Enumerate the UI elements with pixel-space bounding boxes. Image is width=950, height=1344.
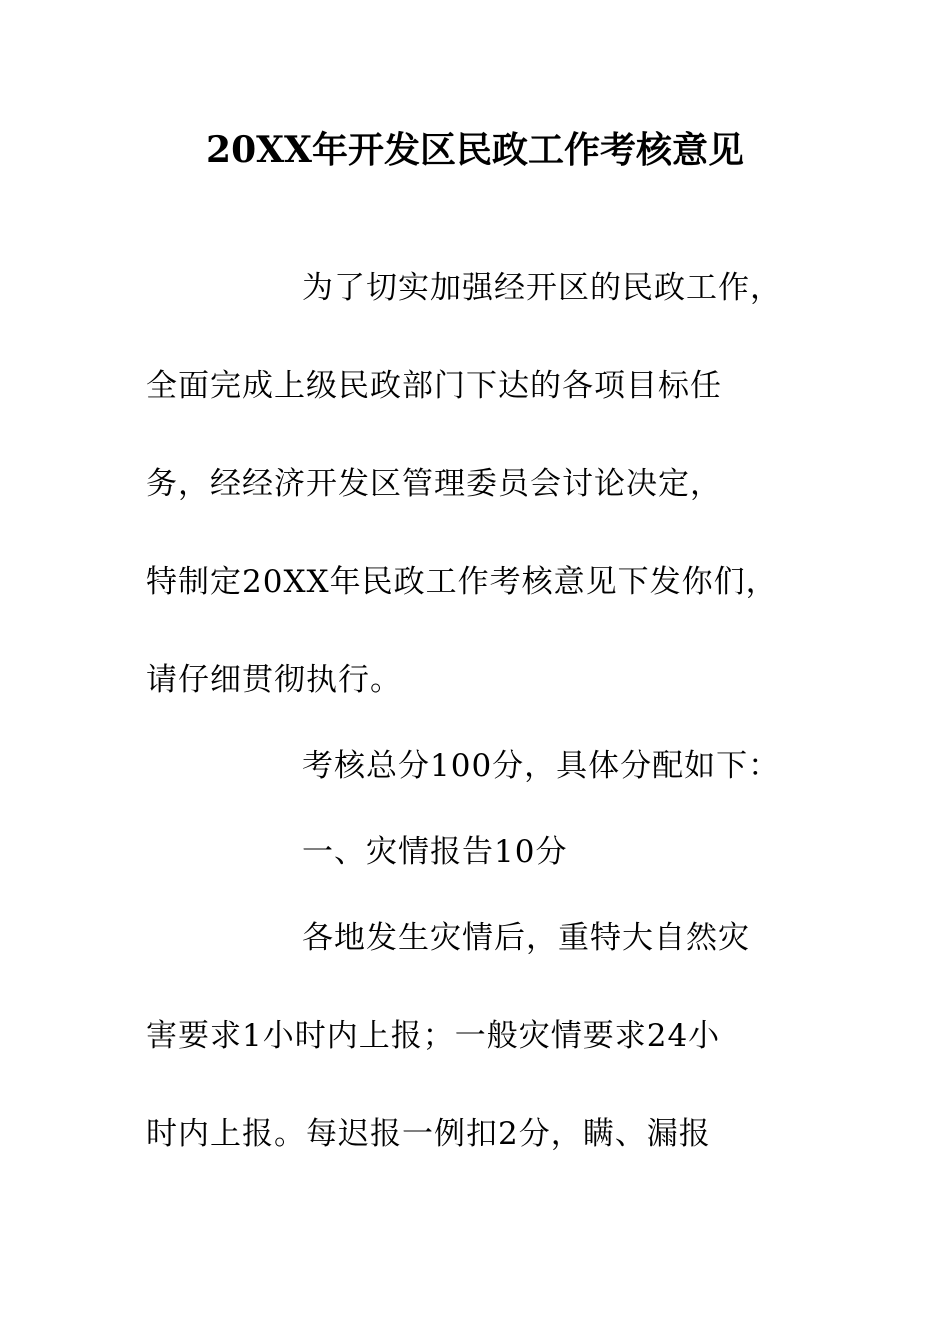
paragraph-line: 务，经经济开发区管理委员会讨论决定，: [146, 466, 722, 502]
paragraph-line: 特制定20XX年民政工作考核意见下发你们，: [146, 564, 778, 600]
section-heading: 一、灾情报告10分: [302, 834, 568, 870]
paragraph-line: 各地发生灾情后，重特大自然灾: [302, 920, 750, 956]
document-title: 20XX年开发区民政工作考核意见: [206, 129, 744, 171]
paragraph-line: 时内上报。每迟报一例扣2分，瞒、漏报: [146, 1116, 711, 1152]
paragraph-line: 全面完成上级民政部门下达的各项目标任: [146, 368, 722, 404]
paragraph-line: 请仔细贯彻执行。: [146, 662, 402, 698]
paragraph-line: 害要求1小时内上报；一般灾情要求24小: [146, 1018, 721, 1054]
paragraph-line: 考核总分100分，具体分配如下：: [302, 748, 781, 784]
paragraph-line: 为了切实加强经开区的民政工作，: [302, 270, 782, 306]
